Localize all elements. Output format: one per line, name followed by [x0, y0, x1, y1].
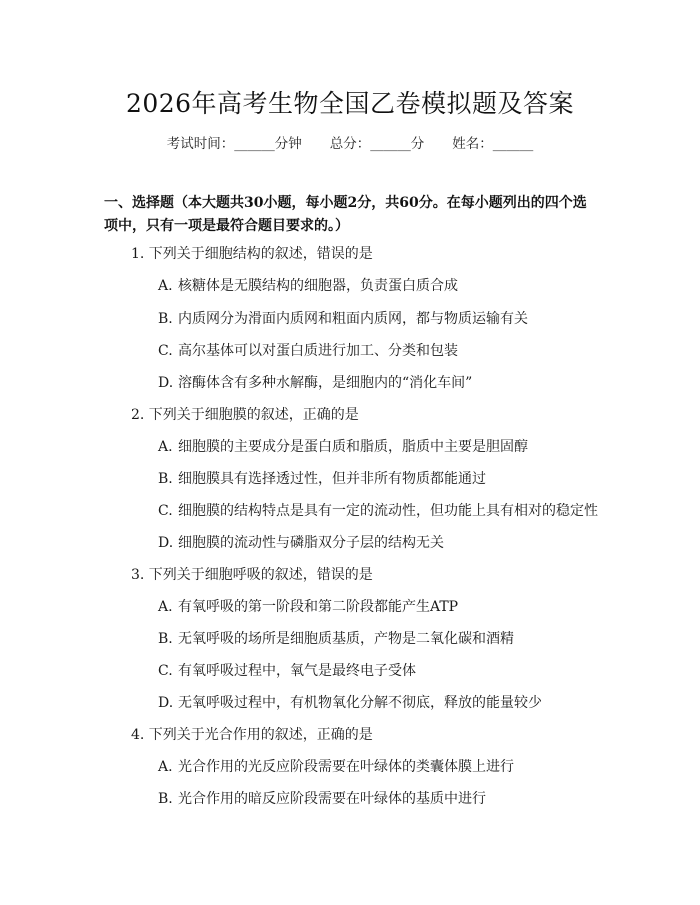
question-stem: 3. 下列关于细胞呼吸的叙述，错误的是	[131, 567, 373, 583]
option-letter: A.	[158, 599, 173, 615]
name-field: 姓名：______	[452, 136, 534, 152]
option-text: 核糖体是无膜结构的细胞器，负责蛋白质合成	[178, 278, 458, 294]
question-option	[158, 692, 542, 712]
option-text: 光合作用的暗反应阶段需要在叶绿体的基质中进行	[178, 791, 486, 807]
option-text: 无氧呼吸过程中，有机物氧化分解不彻底，释放的能量较少	[178, 695, 542, 711]
option-text: 无氧呼吸的场所是细胞质基质，产物是二氧化碳和酒精	[178, 631, 514, 647]
question-stem: 4. 下列关于光合作用的叙述，正确的是	[131, 727, 373, 743]
page-title: 2026年高考生物全国乙卷模拟题及答案	[125, 89, 575, 118]
question-option	[158, 660, 416, 680]
option-text: 光合作用的光反应阶段需要在叶绿体的类囊体膜上进行	[178, 759, 514, 775]
question-option	[158, 596, 458, 616]
option-text: 细胞膜的主要成分是蛋白质和脂质，脂质中主要是胆固醇	[178, 439, 528, 455]
question-option	[158, 532, 444, 552]
option-letter: C.	[158, 343, 173, 359]
option-letter: C.	[158, 503, 173, 519]
question-option	[158, 372, 472, 392]
question-option	[158, 788, 486, 808]
option-text: 细胞膜的结构特点是具有一定的流动性，但功能上具有相对的稳定性	[178, 503, 598, 519]
question-option	[158, 275, 458, 295]
total-score-field: 总分：______分	[329, 136, 425, 152]
option-letter: D.	[158, 375, 174, 391]
option-letter: A.	[158, 278, 173, 294]
option-text: 内质网分为滑面内质网和粗面内质网，都与物质运输有关	[178, 311, 528, 327]
option-text: 细胞膜具有选择透过性，但并非所有物质都能通过	[178, 471, 486, 487]
question-option	[158, 308, 528, 328]
option-text: 有氧呼吸过程中，氧气是最终电子受体	[178, 663, 416, 679]
option-text: 有氧呼吸的第一阶段和第二阶段都能产生ATP	[178, 599, 459, 615]
option-letter: D.	[158, 695, 174, 711]
question-stem: 1. 下列关于细胞结构的叙述，错误的是	[131, 246, 373, 262]
option-letter: B.	[158, 471, 173, 487]
question-option	[158, 500, 598, 520]
option-letter: B.	[158, 311, 173, 327]
exam-time-field: 考试时间：______分钟	[166, 136, 302, 152]
question-option	[158, 436, 528, 456]
question-stem: 2. 下列关于细胞膜的叙述，正确的是	[131, 407, 359, 423]
option-letter: A.	[158, 439, 173, 455]
option-text: 细胞膜的流动性与磷脂双分子层的结构无关	[178, 535, 444, 551]
option-letter: C.	[158, 663, 173, 679]
option-letter: D.	[158, 535, 174, 551]
option-letter: A.	[158, 759, 173, 775]
question-option	[158, 628, 514, 648]
option-text: 高尔基体可以对蛋白质进行加工、分类和包装	[178, 343, 458, 359]
option-letter: B.	[158, 791, 173, 807]
question-option	[158, 756, 514, 776]
section-heading: 一、选择题（本大题共30小题，每小题2分，共60分。在每小题列出的四个选项中，只有一项是最符合题目要求的。）	[104, 195, 587, 234]
question-option	[158, 468, 486, 488]
question-option	[158, 340, 458, 360]
exam-meta	[0, 132, 700, 152]
option-text: 溶酶体含有多种水解酶，是细胞内的“消化车间”	[178, 375, 473, 391]
option-letter: B.	[158, 631, 173, 647]
